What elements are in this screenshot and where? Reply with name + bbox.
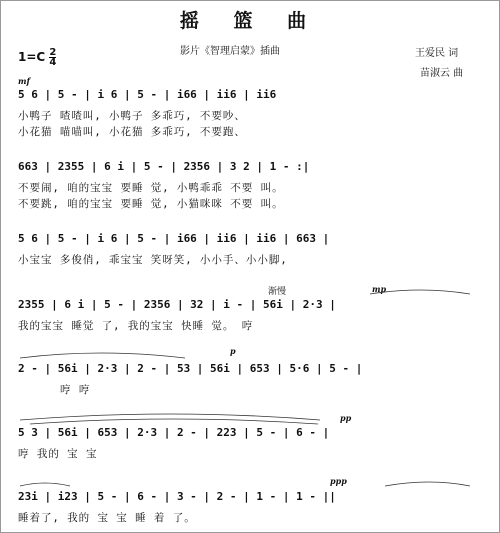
notation-line-3: 5 6 | 5 - | i 6 | 5 - | i66 | ii6 | ii6 | 663 | [18, 232, 330, 245]
notation-line-7: 23i | i23 | 5 - | 6 - | 3 - | 2 - | 1 - | 1 - || [18, 490, 336, 503]
lyrics-line-4: 我的宝宝 睡觉 了, 我的宝宝 快睡 觉。 哼 [18, 320, 254, 332]
lyrics-line-5: 哼 哼 [60, 384, 91, 396]
lyrics-line-6: 哼 我的 宝 宝 [18, 448, 98, 460]
song-subtitle: 影片《智理启蒙》插曲 [180, 46, 280, 57]
song-title: 摇 篮 曲 [179, 10, 321, 32]
lyrics-line-2a: 不要闹, 咱的宝宝 要睡 觉, 小鸭乖乖 不要 叫。 [18, 182, 284, 194]
tempo-mark: 渐慢 [268, 287, 287, 297]
dynamic-mark: mp [372, 284, 387, 294]
lyrics-line-3: 小宝宝 多俊俏, 乖宝宝 笑呀笑, 小小手、小小脚, [18, 254, 288, 266]
slur [30, 419, 318, 424]
time-numerator: 2 [49, 47, 57, 58]
time-denominator: 4 [49, 57, 57, 68]
key-label: 1=C [18, 50, 46, 64]
lyrics-line-1b: 小花猫 喵喵叫, 小花猫 多乖巧, 不要跑、 [18, 126, 246, 138]
dynamic-mark: ppp [330, 476, 347, 486]
slur [385, 482, 470, 486]
slur [370, 290, 470, 294]
notation-line-6: 5 3 | 56i | 653 | 2·3 | 2 - | 223 | 5 - | 6 - | [18, 426, 330, 439]
notation-line-5: 2 - | 56i | 2·3 | 2 - | 53 | 56i | 653 | 5·6 | 5 - | [18, 362, 363, 375]
notation-line-4: 2355 | 6 i | 5 - | 2356 | 32 | i - | 56i | 2·3 | [18, 298, 336, 311]
dynamic-mark: pp [340, 413, 352, 423]
composer: 苗淑云 曲 [420, 68, 464, 79]
slur [20, 483, 70, 486]
notation-line-2: 663 | 2355 | 6 i | 5 - | 2356 | 3 2 | 1 - :| [18, 160, 310, 173]
slur [20, 353, 185, 358]
notation-line-1: 5 6 | 5 - | i 6 | 5 - | i66 | ii6 | ii6 [18, 88, 277, 101]
lyricist: 王爱民 词 [415, 48, 459, 59]
dynamic-mark: mf [18, 76, 30, 86]
lyrics-line-7: 睡着了, 我的 宝 宝 睡 着 了。 [18, 512, 196, 524]
lyrics-line-2b: 不要跳, 咱的宝宝 要睡 觉, 小猫咪咪 不要 叫。 [18, 198, 284, 210]
lyrics-line-1a: 小鸭子 喳喳叫, 小鸭子 多乖巧, 不要吵、 [18, 110, 246, 122]
dynamic-mark: p [230, 346, 236, 356]
